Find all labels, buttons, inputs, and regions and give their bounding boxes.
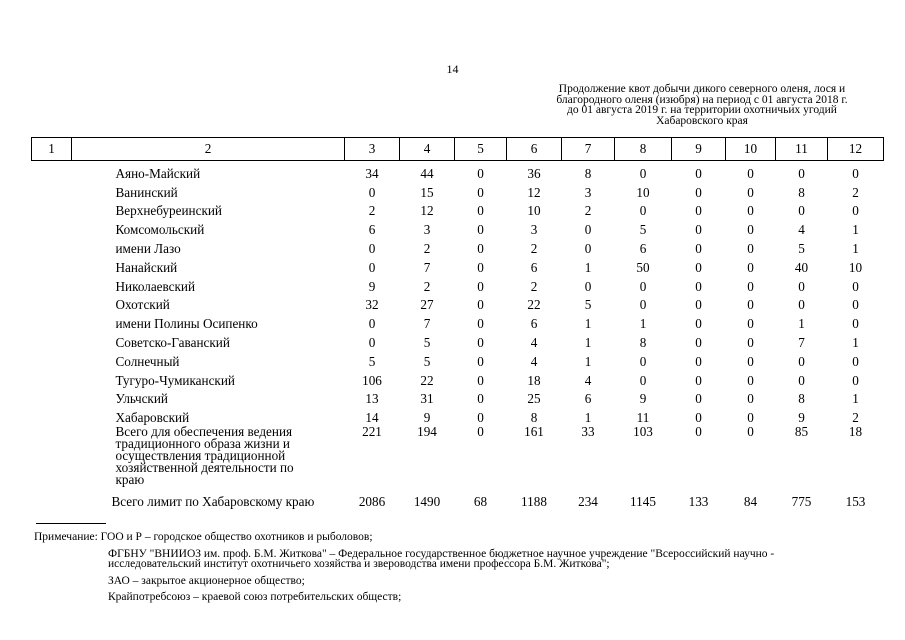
quota-value: 0 <box>695 391 702 407</box>
quota-value: 12 <box>527 184 541 200</box>
subtotal-value: 0 <box>695 424 702 440</box>
quota-value: 6 <box>584 391 592 407</box>
quota-value: 6 <box>368 222 376 238</box>
quota-value: 4 <box>530 353 538 369</box>
subtotal-label-line: краю <box>115 472 145 488</box>
quota-value: 27 <box>420 297 434 313</box>
quota-value: 0 <box>639 165 647 181</box>
column-header: 7 <box>562 138 615 161</box>
quota-value: 0 <box>852 372 859 388</box>
header-row <box>32 138 884 161</box>
quota-value: 0 <box>477 297 484 313</box>
quota-value: 0 <box>477 316 484 332</box>
quota-value: 8 <box>584 165 592 181</box>
row-number-cell <box>32 368 72 387</box>
subtotal-value: 0 <box>477 424 484 440</box>
column-header: 10 <box>726 138 776 161</box>
row-number-cell <box>32 387 72 406</box>
subtotal-value: 85 <box>794 424 809 440</box>
note-line: Крайпотребсоюз – краевой союз потребительских обществ; <box>108 591 402 603</box>
quota-value: 12 <box>420 203 434 219</box>
total-value: 1145 <box>630 493 656 509</box>
quota-value: 0 <box>695 316 702 332</box>
quota-value: 10 <box>527 203 541 219</box>
quota-value: 0 <box>477 334 484 350</box>
quota-value: 1 <box>584 334 592 350</box>
quota-value: 0 <box>477 222 484 238</box>
district-name: Аяно-Майский <box>115 165 201 181</box>
table-row <box>32 255 884 274</box>
column-header: 4 <box>400 138 455 161</box>
note-line: Примечание: ГОО и Р – городское общество охотников и рыболовов; <box>34 531 373 543</box>
column-header: 12 <box>828 138 884 161</box>
quota-value: 0 <box>584 222 592 238</box>
quota-value: 0 <box>477 203 484 219</box>
district-name: Советско-Гаванский <box>115 334 230 350</box>
quota-value: 1 <box>852 334 859 350</box>
quota-value: 8 <box>530 410 538 426</box>
row-number-cell <box>32 349 72 368</box>
quota-value: 8 <box>798 184 805 200</box>
quota-value: 5 <box>584 297 592 313</box>
quota-value: 0 <box>639 203 647 219</box>
district-name: имени Лазо <box>115 240 181 256</box>
quota-value: 40 <box>794 259 809 275</box>
quota-value: 0 <box>747 240 754 256</box>
subtotal-label-line: Всего для обеспечения ведения <box>115 424 293 440</box>
notes <box>34 532 884 603</box>
table-header <box>32 138 884 161</box>
total-value: 2086 <box>358 493 386 509</box>
table-row <box>32 405 884 424</box>
subtotal-label-line: осуществления традиционной <box>115 448 286 464</box>
quota-value: 8 <box>798 391 805 407</box>
quota-value: 0 <box>747 410 754 426</box>
quota-value: 2 <box>530 278 538 294</box>
quota-value: 0 <box>852 278 859 294</box>
quota-value: 1 <box>852 222 859 238</box>
subtotal-value: 0 <box>747 424 754 440</box>
column-header: 9 <box>672 138 726 161</box>
quota-value: 0 <box>639 372 647 388</box>
subtotal-row <box>32 424 884 486</box>
column-header: 8 <box>615 138 672 161</box>
quota-value: 0 <box>852 316 859 332</box>
subtotal-value: 18 <box>848 424 863 440</box>
caption-line: благородного оленя (изюбря) на период с 01 августа 2018 г. <box>556 93 848 106</box>
quota-value: 0 <box>695 222 702 238</box>
table-caption <box>532 84 872 126</box>
table-row <box>32 330 884 349</box>
quota-value: 32 <box>365 297 379 313</box>
table-row <box>32 180 884 199</box>
quota-value: 0 <box>695 334 702 350</box>
quota-value: 5 <box>368 353 376 369</box>
total-label: Всего лимит по Хабаровскому краю <box>111 493 315 509</box>
quota-value: 0 <box>695 410 702 426</box>
district-name: Нанайский <box>115 259 178 275</box>
quota-value: 0 <box>798 165 805 181</box>
column-header: 3 <box>345 138 400 161</box>
quota-value: 0 <box>368 316 376 332</box>
quota-value: 0 <box>852 165 859 181</box>
quota-value: 9 <box>423 410 431 426</box>
quota-value: 0 <box>695 353 702 369</box>
row-number-cell <box>32 311 72 330</box>
row-number-cell <box>32 405 72 424</box>
quota-value: 6 <box>530 316 538 332</box>
quota-value: 2 <box>852 410 859 426</box>
table-row <box>32 293 884 312</box>
quota-value: 0 <box>368 334 376 350</box>
row-number-cell <box>32 255 72 274</box>
quota-value: 1 <box>852 391 859 407</box>
quota-value: 13 <box>365 391 379 407</box>
quota-value: 7 <box>423 259 431 275</box>
quota-value: 0 <box>798 297 805 313</box>
row-number-cell <box>32 217 72 236</box>
quota-value: 0 <box>695 184 702 200</box>
quota-value: 0 <box>798 278 805 294</box>
subtotal-label-line: традиционного образа жизни и <box>115 436 290 452</box>
quota-value: 2 <box>423 240 431 256</box>
subtotal-value: 33 <box>581 424 595 440</box>
column-header: 11 <box>776 138 828 161</box>
row-number-cell <box>32 236 72 255</box>
note-line: исследовательский институт охотничьего хозяйства и звероводства имени профессора Б.М. Житкова"; <box>108 558 610 570</box>
quota-table <box>31 137 884 516</box>
quota-value: 7 <box>423 316 431 332</box>
subtotal-value: 221 <box>362 424 382 440</box>
quota-value: 0 <box>747 203 754 219</box>
quota-value: 0 <box>747 316 754 332</box>
total-value: 84 <box>743 493 758 509</box>
quota-value: 0 <box>477 372 484 388</box>
quota-value: 6 <box>530 259 538 275</box>
district-name: Хабаровский <box>115 410 190 426</box>
quota-value: 2 <box>423 278 431 294</box>
column-header: 2 <box>72 138 345 161</box>
quota-value: 0 <box>639 353 647 369</box>
district-name: Тугуро-Чумиканский <box>115 372 235 388</box>
quota-value: 8 <box>639 334 647 350</box>
quota-value: 0 <box>695 165 702 181</box>
quota-value: 0 <box>477 278 484 294</box>
quota-value: 0 <box>747 222 754 238</box>
quota-value: 5 <box>639 222 647 238</box>
quota-value: 4 <box>798 222 805 238</box>
quota-value: 9 <box>368 278 376 294</box>
quota-value: 14 <box>365 410 379 426</box>
quota-value: 2 <box>530 240 538 256</box>
quota-value: 5 <box>423 334 431 350</box>
quota-value: 3 <box>584 184 592 200</box>
quota-value: 0 <box>747 391 754 407</box>
total-value: 775 <box>791 493 812 509</box>
quota-value: 106 <box>362 372 382 388</box>
total-value: 153 <box>845 493 866 509</box>
quota-value: 6 <box>639 240 647 256</box>
quota-value: 7 <box>798 334 805 350</box>
quota-value: 10 <box>848 259 863 275</box>
total-value: 234 <box>578 493 598 509</box>
quota-value: 0 <box>695 203 702 219</box>
district-name: Комсомольский <box>115 222 205 238</box>
column-header: 1 <box>32 138 72 161</box>
quota-value: 1 <box>852 240 859 256</box>
quota-value: 15 <box>420 184 434 200</box>
row-number-cell <box>32 486 72 516</box>
quota-value: 2 <box>852 184 859 200</box>
quota-value: 50 <box>636 259 650 275</box>
row-number-cell <box>32 199 72 218</box>
table-body <box>32 161 884 517</box>
quota-value: 0 <box>695 259 702 275</box>
subtotal-value: 194 <box>417 424 437 440</box>
quota-value: 0 <box>798 203 805 219</box>
quota-value: 0 <box>852 203 859 219</box>
quota-value: 31 <box>420 391 434 407</box>
quota-value: 9 <box>798 410 805 426</box>
quota-value: 1 <box>584 353 592 369</box>
quota-value: 0 <box>747 297 754 313</box>
quota-value: 10 <box>636 184 650 200</box>
quota-value: 1 <box>584 410 592 426</box>
quota-value: 4 <box>584 372 592 388</box>
district-name: Ульчский <box>115 391 168 407</box>
quota-value: 1 <box>584 259 592 275</box>
quota-value: 0 <box>852 297 859 313</box>
quota-value: 18 <box>527 372 541 388</box>
caption-line: Хабаровского края <box>656 114 748 127</box>
table-row <box>32 349 884 368</box>
quota-value: 0 <box>747 259 754 275</box>
district-name: Охотский <box>115 297 170 313</box>
total-value: 68 <box>473 493 488 509</box>
district-name: Верхнебуреинский <box>115 203 222 219</box>
row-number-cell <box>32 330 72 349</box>
row-number-cell <box>32 180 72 199</box>
quota-value: 0 <box>695 372 702 388</box>
quota-value: 0 <box>852 353 859 369</box>
total-value: 133 <box>688 493 709 509</box>
subtotal-label <box>72 424 345 486</box>
subtotal-value: 161 <box>524 424 544 440</box>
quota-value: 0 <box>695 297 702 313</box>
quota-value: 0 <box>639 278 647 294</box>
subtotal-value: 103 <box>633 424 653 440</box>
quota-value: 4 <box>530 334 538 350</box>
quota-value: 0 <box>584 278 592 294</box>
quota-value: 3 <box>423 222 431 238</box>
quota-value: 22 <box>420 372 434 388</box>
quota-value: 1 <box>798 316 805 332</box>
quota-value: 2 <box>368 203 376 219</box>
quota-value: 0 <box>368 184 376 200</box>
quota-value: 0 <box>584 240 592 256</box>
quota-value: 36 <box>527 165 541 181</box>
row-number-cell <box>32 161 72 180</box>
quota-value: 0 <box>798 372 805 388</box>
column-header: 5 <box>455 138 507 161</box>
page-number: 14 <box>446 62 459 76</box>
quota-value: 0 <box>695 278 702 294</box>
quota-value: 1 <box>584 316 592 332</box>
quota-value: 0 <box>477 410 484 426</box>
table-row <box>32 199 884 218</box>
quota-value: 0 <box>747 165 754 181</box>
total-row <box>32 486 884 516</box>
quota-value: 5 <box>423 353 431 369</box>
table-row <box>32 387 884 406</box>
quota-value: 0 <box>477 184 484 200</box>
note-line: ЗАО – закрытое акционерное общество; <box>108 574 305 587</box>
caption-line: до 01 августа 2019 г. на территории охотничьих угодий <box>567 104 837 116</box>
quota-value: 0 <box>477 353 484 369</box>
quota-value: 0 <box>798 353 805 369</box>
quota-value: 5 <box>798 240 805 256</box>
district-name: Солнечный <box>115 353 180 369</box>
quota-value: 0 <box>747 372 754 388</box>
quota-value: 1 <box>639 316 647 332</box>
caption-line: Продолжение квот добычи дикого северного оленя, лося и <box>558 83 846 95</box>
quota-value: 0 <box>747 334 754 350</box>
quota-value: 34 <box>365 165 379 181</box>
table-row <box>32 274 884 293</box>
quota-value: 0 <box>477 391 484 407</box>
quota-value: 11 <box>636 410 650 426</box>
quota-value: 0 <box>477 259 484 275</box>
quota-value: 0 <box>477 240 484 256</box>
quota-value: 0 <box>695 240 702 256</box>
table-row <box>32 236 884 255</box>
quota-value: 0 <box>639 297 647 313</box>
district-name: Николаевский <box>115 278 196 294</box>
quota-value: 22 <box>527 297 541 313</box>
quota-value: 3 <box>530 222 538 238</box>
quota-value: 0 <box>747 278 754 294</box>
row-number-cell <box>32 274 72 293</box>
quota-value: 0 <box>368 259 376 275</box>
total-value: 1490 <box>413 493 441 509</box>
total-value: 1188 <box>521 493 547 509</box>
row-number-cell <box>32 293 72 312</box>
quota-value: 0 <box>477 165 484 181</box>
quota-value: 0 <box>747 353 754 369</box>
table-row <box>32 368 884 387</box>
quota-value: 25 <box>527 391 541 407</box>
district-name: имени Полины Осипенко <box>115 316 258 332</box>
table-row <box>32 311 884 330</box>
district-name: Ванинский <box>115 184 178 200</box>
footnote-divider <box>36 523 106 524</box>
quota-value: 44 <box>420 165 434 181</box>
quota-value: 2 <box>584 203 592 219</box>
table-row <box>32 217 884 236</box>
quota-value: 9 <box>639 391 647 407</box>
note-line: ФГБНУ "ВНИИОЗ им. проф. Б.М. Житкова" – Федеральное государственное бюджетное научное учреждение "Всероссийский научно - <box>108 547 775 560</box>
quota-value: 0 <box>368 240 376 256</box>
table-row <box>32 161 884 180</box>
row-number-cell <box>32 424 72 486</box>
quota-value: 0 <box>747 184 754 200</box>
column-header: 6 <box>507 138 562 161</box>
subtotal-label-line: хозяйственной деятельности по <box>115 460 294 476</box>
